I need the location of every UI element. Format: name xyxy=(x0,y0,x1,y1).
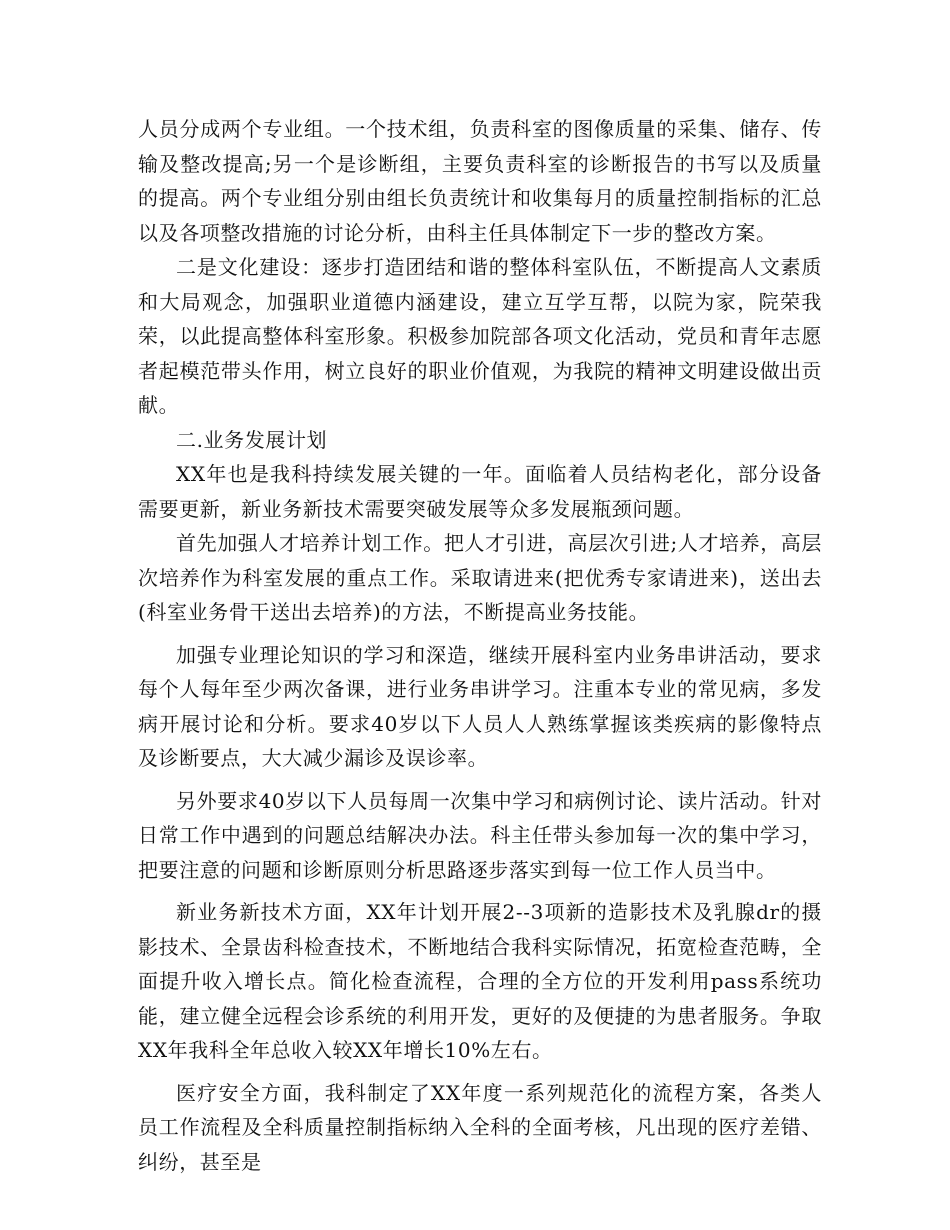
paragraph-new-technology: 新业务新技术方面，XX年计划开展2--3项新的造影技术及乳腺dr的摄影技术、全景齿科检查技术，不断地结合我科实际情况，拓宽检查范畴，全面提升收入增长点。简化检查流程，合理的全方位的开发利用pass系统功能，建立健全远程会诊系统的利用开发，更好的及便捷的为患者服务。争取XX年我科全年总收入较XX年增长10%左右。 xyxy=(138,900,822,1062)
paragraph-key-year: XX年也是我科持续发展关键的一年。面临着人员结构老化，部分设备需要更新，新业务新技术需要突破发展等众多发展瓶颈问题。 xyxy=(138,462,822,521)
document-page xyxy=(138,112,822,1179)
paragraph-weekly-study: 另外要求40岁以下人员每周一次集中学习和病例讨论、读片活动。针对日常工作中遇到的问题总结解决办法。科主任带头参加每一次的集中学习，把要注意的问题和诊断原则分析思路逐步落实到每一位工作人员当中。 xyxy=(138,788,822,882)
paragraph-talent-training: 首先加强人才培养计划工作。把人才引进，高层次引进;人才培养，高层次培养作为科室发展的重点工作。采取请进来(把优秀专家请进来)，送出去(科室业务骨干送出去培养)的方法，不断提高业务技能。 xyxy=(138,531,822,624)
paragraph-theory-study: 加强专业理论知识的学习和深造，继续开展科室内业务串讲活动，要求每个人每年至少两次备课，进行业务串讲学习。注重本专业的常见病，多发病开展讨论和分析。要求40岁以下人员人人熟练掌握该类疾病的影像特点及诊断要点，大大减少漏诊及误诊率。 xyxy=(138,642,822,770)
section-heading-business-plan: 二.业务发展计划 xyxy=(176,427,328,452)
paragraph-culture-building: 二是文化建设：逐步打造团结和谐的整体科室队伍，不断提高人文素质和大局观念，加强职业道德内涵建设，建立互学互帮，以院为家，院荣我荣，以此提高整体科室形象。积极参加院部各项文化活动，党员和青年志愿者起模范带头作用，树立良好的职业价值观，为我院的精神文明建设做出贡献。 xyxy=(138,255,822,417)
paragraph-medical-safety: 医疗安全方面，我科制定了XX年度一系列规范化的流程方案，各类人员工作流程及全科质量控制指标纳入全科的全面考核，凡出现的医疗差错、纠纷，甚至是 xyxy=(138,1080,822,1174)
paragraph-quality-groups: 人员分成两个专业组。一个技术组，负责科室的图像质量的采集、储存、传输及整改提高;另一个是诊断组，主要负责科室的诊断报告的书写以及质量的提高。两个专业组分别由组长负责统计和收集每月的质量控制指标的汇总以及各项整改措施的讨论分析，由科主任具体制定下一步的整改方案。 xyxy=(138,117,822,245)
